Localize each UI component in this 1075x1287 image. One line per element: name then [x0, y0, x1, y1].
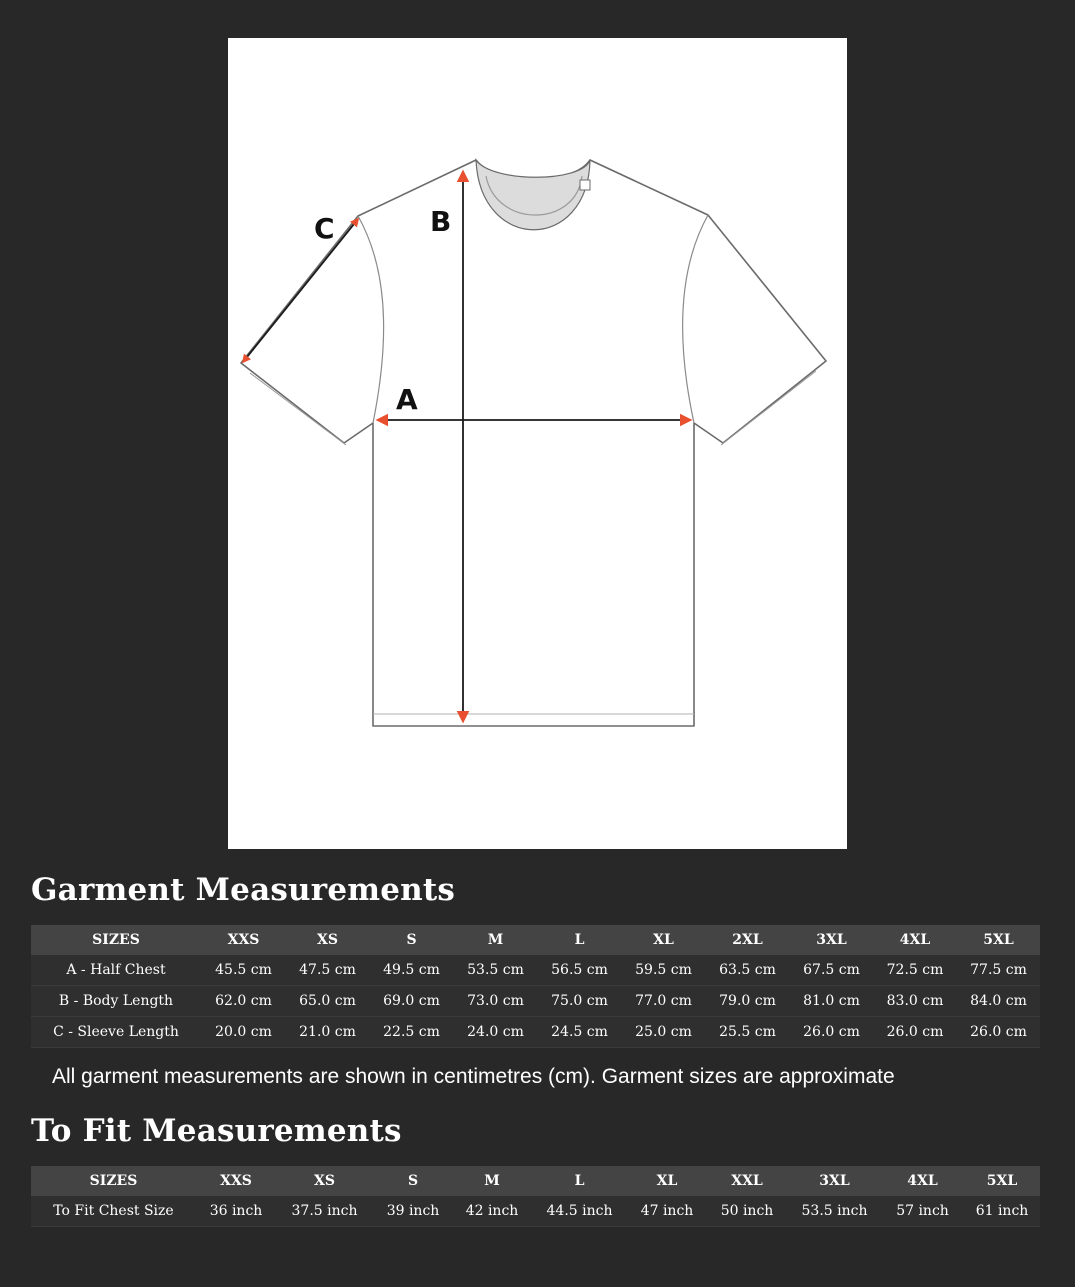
label-a: A: [396, 383, 418, 416]
table-cell: 25.5 cm: [705, 1017, 790, 1048]
table-cell: 50 inch: [706, 1196, 788, 1227]
header-cell: 5XL: [957, 925, 1040, 955]
label-c: C: [314, 212, 335, 245]
header-cell: 3XL: [790, 925, 873, 955]
table-cell: 79.0 cm: [705, 986, 790, 1017]
table-cell: 49.5 cm: [369, 955, 454, 986]
header-cell: XXS: [196, 1166, 276, 1196]
table-cell: 26.0 cm: [957, 1017, 1040, 1048]
table-cell: 42 inch: [453, 1196, 531, 1227]
header-cell: M: [454, 925, 537, 955]
header-cell: 5XL: [964, 1166, 1040, 1196]
table-cell: 26.0 cm: [790, 1017, 873, 1048]
to-fit-measurements-title: To Fit Measurements: [31, 1113, 402, 1149]
row-label: B - Body Length: [31, 986, 201, 1017]
header-cell: XS: [286, 925, 369, 955]
table-cell: 61 inch: [964, 1196, 1040, 1227]
table-cell: 47 inch: [628, 1196, 706, 1227]
table-cell: 73.0 cm: [454, 986, 537, 1017]
table-cell: 77.5 cm: [957, 955, 1040, 986]
table-cell: 22.5 cm: [369, 1017, 454, 1048]
table-cell: 53.5 inch: [788, 1196, 881, 1227]
measurement-note: All garment measurements are shown in centimetres (cm). Garment sizes are approximate: [52, 1065, 895, 1088]
table-cell: 65.0 cm: [286, 986, 369, 1017]
table-cell: 83.0 cm: [873, 986, 957, 1017]
table-cell: 24.5 cm: [537, 1017, 622, 1048]
header-cell: 2XL: [705, 925, 790, 955]
row-label: A - Half Chest: [31, 955, 201, 986]
table-cell: 25.0 cm: [622, 1017, 705, 1048]
table-row: [31, 986, 1040, 1017]
table-cell: 69.0 cm: [369, 986, 454, 1017]
table-cell: 37.5 inch: [276, 1196, 373, 1227]
header-cell: XS: [276, 1166, 373, 1196]
table-cell: 20.0 cm: [201, 1017, 286, 1048]
table-cell: 67.5 cm: [790, 955, 873, 986]
table-cell: 21.0 cm: [286, 1017, 369, 1048]
table-cell: 53.5 cm: [454, 955, 537, 986]
table-cell: 75.0 cm: [537, 986, 622, 1017]
garment-measurements-table: [31, 925, 1040, 1048]
tshirt-drawing: [228, 38, 847, 849]
table-cell: 77.0 cm: [622, 986, 705, 1017]
header-cell: S: [369, 925, 454, 955]
header-cell: 4XL: [881, 1166, 964, 1196]
tshirt-diagram: [228, 38, 847, 849]
table-cell: 47.5 cm: [286, 955, 369, 986]
table-cell: 62.0 cm: [201, 986, 286, 1017]
table-cell: 56.5 cm: [537, 955, 622, 986]
neck-label-tag: [580, 180, 590, 190]
header-cell: L: [537, 925, 622, 955]
row-label: C - Sleeve Length: [31, 1017, 201, 1048]
table-cell: 63.5 cm: [705, 955, 790, 986]
table-cell: 72.5 cm: [873, 955, 957, 986]
label-b: B: [430, 205, 452, 238]
to-fit-measurements-table: [31, 1166, 1040, 1227]
header-cell: M: [453, 1166, 531, 1196]
table-cell: 59.5 cm: [622, 955, 705, 986]
header-cell: XL: [628, 1166, 706, 1196]
table-cell: 45.5 cm: [201, 955, 286, 986]
table-row: [31, 955, 1040, 986]
table-cell: 24.0 cm: [454, 1017, 537, 1048]
table-cell: 81.0 cm: [790, 986, 873, 1017]
header-cell: 3XL: [788, 1166, 881, 1196]
table-row: [31, 1017, 1040, 1048]
header-cell: S: [373, 1166, 453, 1196]
table-row: [31, 1196, 1040, 1227]
table-cell: 26.0 cm: [873, 1017, 957, 1048]
header-cell: 4XL: [873, 925, 957, 955]
table-cell: 39 inch: [373, 1196, 453, 1227]
header-cell: SIZES: [31, 925, 201, 955]
header-cell: XXL: [706, 1166, 788, 1196]
header-cell: XL: [622, 925, 705, 955]
table-header-row: [31, 1166, 1040, 1196]
header-cell: XXS: [201, 925, 286, 955]
table-cell: 57 inch: [881, 1196, 964, 1227]
header-cell: L: [531, 1166, 628, 1196]
garment-measurements-title: Garment Measurements: [31, 872, 456, 908]
table-cell: 44.5 inch: [531, 1196, 628, 1227]
header-cell: SIZES: [31, 1166, 196, 1196]
table-cell: 36 inch: [196, 1196, 276, 1227]
row-label: To Fit Chest Size: [31, 1196, 196, 1227]
table-cell: 84.0 cm: [957, 986, 1040, 1017]
table-header-row: [31, 925, 1040, 955]
